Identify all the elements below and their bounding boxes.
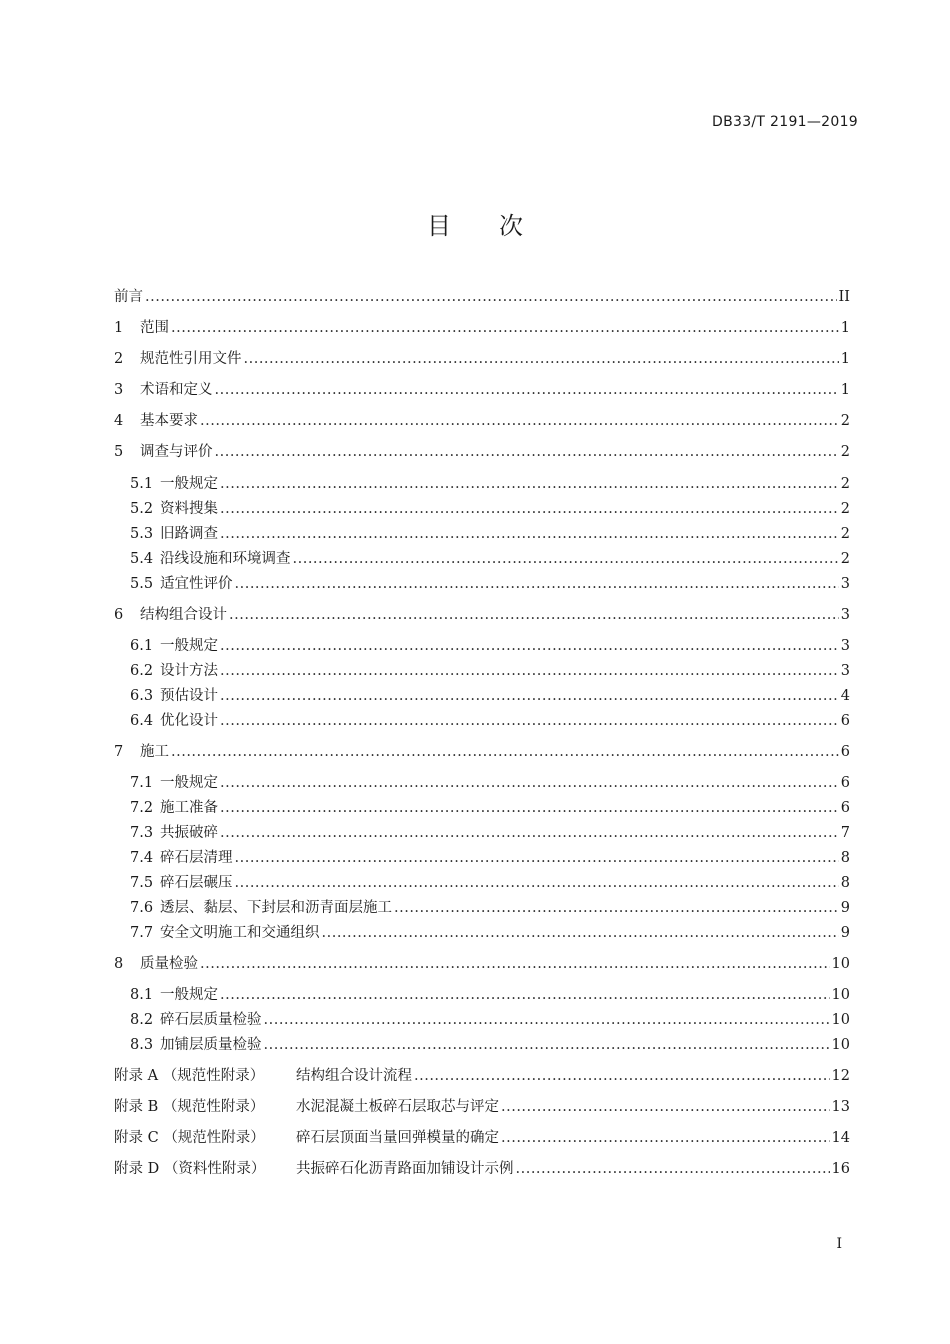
toc-entry-page: 2 xyxy=(840,501,850,517)
toc-entry-number: 6.2 xyxy=(130,663,154,679)
toc-entry[interactable] xyxy=(114,773,850,793)
toc-entry-label: 共振破碎 xyxy=(160,825,218,841)
toc-leader-dots xyxy=(220,524,839,544)
toc-entry-number: 6.3 xyxy=(130,688,154,704)
toc-leader-dots xyxy=(516,1159,830,1179)
toc-entry-page: 6 xyxy=(840,775,850,791)
toc-entry-label: 旧路调查 xyxy=(160,526,218,542)
toc-leader-dots xyxy=(229,605,839,625)
toc-entry-page: 8 xyxy=(840,875,850,891)
toc-entry-label: 一般规定 xyxy=(160,638,218,654)
toc-entry-label: 水泥混凝土板碎石层取芯与评定 xyxy=(296,1099,499,1115)
toc-entry[interactable] xyxy=(114,1066,850,1086)
toc-entry-number: 2 xyxy=(114,351,124,367)
toc-leader-dots xyxy=(145,287,837,307)
toc-entry-number: 附录 C （规范性附录） xyxy=(114,1130,265,1146)
toc-entry-number: 6.4 xyxy=(130,713,154,729)
toc-leader-dots xyxy=(215,380,839,400)
toc-entry-page: 3 xyxy=(840,576,850,592)
toc-entry-number: 5 xyxy=(114,444,124,460)
toc-leader-dots xyxy=(414,1066,830,1086)
toc-entry-number: 8.3 xyxy=(130,1037,154,1053)
toc-entry[interactable] xyxy=(114,848,850,868)
toc-entry-page: 2 xyxy=(840,476,850,492)
toc-entry-number: 7 xyxy=(114,744,124,760)
toc-entry-page: 6 xyxy=(840,800,850,816)
toc-entry-number: 附录 B （规范性附录） xyxy=(114,1099,265,1115)
toc-entry[interactable] xyxy=(114,985,850,1005)
toc-entry-page: 10 xyxy=(831,987,850,1003)
toc-entry-label: 施工准备 xyxy=(160,800,218,816)
toc-entry[interactable] xyxy=(114,798,850,818)
toc-leader-dots xyxy=(220,499,839,519)
toc-leader-dots xyxy=(293,549,839,569)
toc-leader-dots xyxy=(220,823,839,843)
toc-entry-number: 7.5 xyxy=(130,875,154,891)
toc-entry-page: 10 xyxy=(831,1037,850,1053)
toc-entry-label: 碎石层质量检验 xyxy=(160,1012,262,1028)
toc-entry-number: 5.4 xyxy=(130,551,154,567)
toc-entry-number: 3 xyxy=(114,382,124,398)
toc-entry-number: 附录 D （资料性附录） xyxy=(114,1161,266,1177)
toc-entry-number: 1 xyxy=(114,320,124,336)
toc-entry-number: 5.2 xyxy=(130,501,154,517)
toc-entry-label: 碎石层碾压 xyxy=(160,875,233,891)
toc-entry[interactable] xyxy=(114,661,850,681)
toc-entry-label: 碎石层清理 xyxy=(160,850,233,866)
toc-entry-label: 碎石层顶面当量回弹模量的确定 xyxy=(296,1130,499,1146)
toc-leader-dots xyxy=(220,798,839,818)
toc-entry[interactable] xyxy=(114,711,850,731)
toc-entry[interactable] xyxy=(114,636,850,656)
toc-entry-number: 5.1 xyxy=(130,476,154,492)
toc-entry[interactable] xyxy=(114,349,850,369)
toc-entry[interactable] xyxy=(114,1010,850,1030)
toc-entry-page: 2 xyxy=(840,413,850,429)
toc-leader-dots xyxy=(501,1097,830,1117)
toc-leader-dots xyxy=(322,923,839,943)
toc-entry[interactable] xyxy=(114,474,850,494)
toc-entry-label: 施工 xyxy=(140,744,169,760)
toc-entry-page: 13 xyxy=(831,1099,850,1115)
toc-entry-page: 10 xyxy=(831,956,850,972)
toc-entry-page: 1 xyxy=(840,320,850,336)
toc-entry-page: 16 xyxy=(831,1161,850,1177)
toc-leader-dots xyxy=(220,474,839,494)
toc-leader-dots xyxy=(220,686,839,706)
toc-entry-label: 资料搜集 xyxy=(160,501,218,517)
toc-entry-page: 10 xyxy=(831,1012,850,1028)
toc-leader-dots xyxy=(220,711,839,731)
toc-leader-dots xyxy=(215,442,839,462)
toc-entry[interactable] xyxy=(114,411,850,431)
toc-entry-label: 设计方法 xyxy=(160,663,218,679)
toc-entry-page: 3 xyxy=(840,607,850,623)
toc-entry-label: 沿线设施和环境调查 xyxy=(160,551,291,567)
toc-entry-label: 适宜性评价 xyxy=(160,576,233,592)
toc-entry-number: 附录 A （规范性附录） xyxy=(114,1068,265,1084)
toc-entry[interactable] xyxy=(114,318,850,338)
toc-entry-number: 5.5 xyxy=(130,576,154,592)
toc-entry-page: 14 xyxy=(831,1130,850,1146)
toc-entry[interactable] xyxy=(114,1097,850,1117)
toc-entry-label: 一般规定 xyxy=(160,987,218,1003)
toc-entry-label: 安全文明施工和交通组织 xyxy=(160,925,320,941)
toc-leader-dots xyxy=(264,1035,830,1055)
toc-entry-page: 12 xyxy=(831,1068,850,1084)
toc-entry-number: 7.4 xyxy=(130,850,154,866)
toc-entry-page: 1 xyxy=(840,351,850,367)
toc-entry[interactable] xyxy=(114,442,850,462)
toc-entry-page: 7 xyxy=(840,825,850,841)
toc-entry-label: 范围 xyxy=(140,320,169,336)
toc-entry-page: 6 xyxy=(840,713,850,729)
toc-leader-dots xyxy=(501,1128,830,1148)
toc-entry[interactable] xyxy=(114,1128,850,1148)
toc-leader-dots xyxy=(264,1010,830,1030)
toc-leader-dots xyxy=(394,898,839,918)
page-title: 目次 xyxy=(427,212,571,240)
toc-entry[interactable] xyxy=(114,1035,850,1055)
toc-entry[interactable] xyxy=(114,823,850,843)
toc-entry-number: 7.7 xyxy=(130,925,154,941)
toc-entry-label: 一般规定 xyxy=(160,775,218,791)
toc-leader-dots xyxy=(235,574,839,594)
toc-entry-label: 基本要求 xyxy=(140,413,198,429)
toc-entry-label: 预估设计 xyxy=(160,688,218,704)
toc-entry-number: 7.2 xyxy=(130,800,154,816)
toc-entry-label: 质量检验 xyxy=(140,956,198,972)
document-code: DB33/T 2191—2019 xyxy=(712,114,858,130)
toc-entry[interactable] xyxy=(114,686,850,706)
toc-entry-page: 3 xyxy=(840,663,850,679)
toc-entry[interactable] xyxy=(114,898,850,918)
toc-leader-dots xyxy=(220,773,839,793)
toc-entry-page: 8 xyxy=(840,850,850,866)
toc-entry-label: 规范性引用文件 xyxy=(140,351,242,367)
toc-entry[interactable] xyxy=(114,287,850,307)
toc-entry[interactable] xyxy=(114,873,850,893)
toc-entry[interactable] xyxy=(114,742,850,762)
toc-entry-number: 8.2 xyxy=(130,1012,154,1028)
toc-entry[interactable] xyxy=(114,574,850,594)
toc-entry[interactable] xyxy=(114,549,850,569)
toc-entry-label: 透层、黏层、下封层和沥青面层施工 xyxy=(160,900,392,916)
toc-leader-dots xyxy=(235,848,839,868)
toc-entry-label: 一般规定 xyxy=(160,476,218,492)
toc-entry-number: 5.3 xyxy=(130,526,154,542)
toc-leader-dots xyxy=(235,873,839,893)
toc-entry-number: 8.1 xyxy=(130,987,154,1003)
toc-entry[interactable] xyxy=(114,605,850,625)
toc-entry-page: 9 xyxy=(840,925,850,941)
toc-entry-page: 2 xyxy=(840,526,850,542)
page-number: I xyxy=(836,1236,842,1252)
toc-entry-number: 6 xyxy=(114,607,124,623)
toc-entry-label: 结构组合设计 xyxy=(140,607,227,623)
toc-entry[interactable] xyxy=(114,524,850,544)
toc-entry[interactable] xyxy=(114,923,850,943)
toc-entry[interactable] xyxy=(114,380,850,400)
toc-leader-dots xyxy=(220,985,830,1005)
toc-entry-page: 2 xyxy=(840,551,850,567)
toc-leader-dots xyxy=(200,954,830,974)
toc-entry-label: 结构组合设计流程 xyxy=(296,1068,412,1084)
toc-leader-dots xyxy=(220,661,839,681)
toc-entry-page: 6 xyxy=(840,744,850,760)
toc-entry-label: 调查与评价 xyxy=(140,444,213,460)
toc-entry-number: 8 xyxy=(114,956,124,972)
toc-entry-page: 1 xyxy=(840,382,850,398)
toc-entry[interactable] xyxy=(114,954,850,974)
toc-entry-number: 7.1 xyxy=(130,775,154,791)
toc-entry-page: 4 xyxy=(840,688,850,704)
toc-leader-dots xyxy=(220,636,839,656)
toc-leader-dots xyxy=(200,411,839,431)
toc-entry-number: 7.6 xyxy=(130,900,154,916)
toc-entry-label: 共振碎石化沥青路面加铺设计示例 xyxy=(296,1161,514,1177)
toc-entry-number: 7.3 xyxy=(130,825,154,841)
toc-entry-label: 术语和定义 xyxy=(140,382,213,398)
toc-leader-dots xyxy=(171,318,839,338)
toc-entry-label: 前言 xyxy=(114,289,143,305)
toc-entry[interactable] xyxy=(114,499,850,519)
toc-entry-number: 4 xyxy=(114,413,124,429)
toc-leader-dots xyxy=(171,742,839,762)
toc-leader-dots xyxy=(244,349,839,369)
toc-entry-label: 优化设计 xyxy=(160,713,218,729)
toc-entry-number: 6.1 xyxy=(130,638,154,654)
toc-entry-page: 3 xyxy=(840,638,850,654)
toc-entry-label: 加铺层质量检验 xyxy=(160,1037,262,1053)
toc-entry[interactable] xyxy=(114,1159,850,1179)
toc-entry-page: II xyxy=(838,289,850,305)
toc-entry-page: 9 xyxy=(840,900,850,916)
toc-entry-page: 2 xyxy=(840,444,850,460)
